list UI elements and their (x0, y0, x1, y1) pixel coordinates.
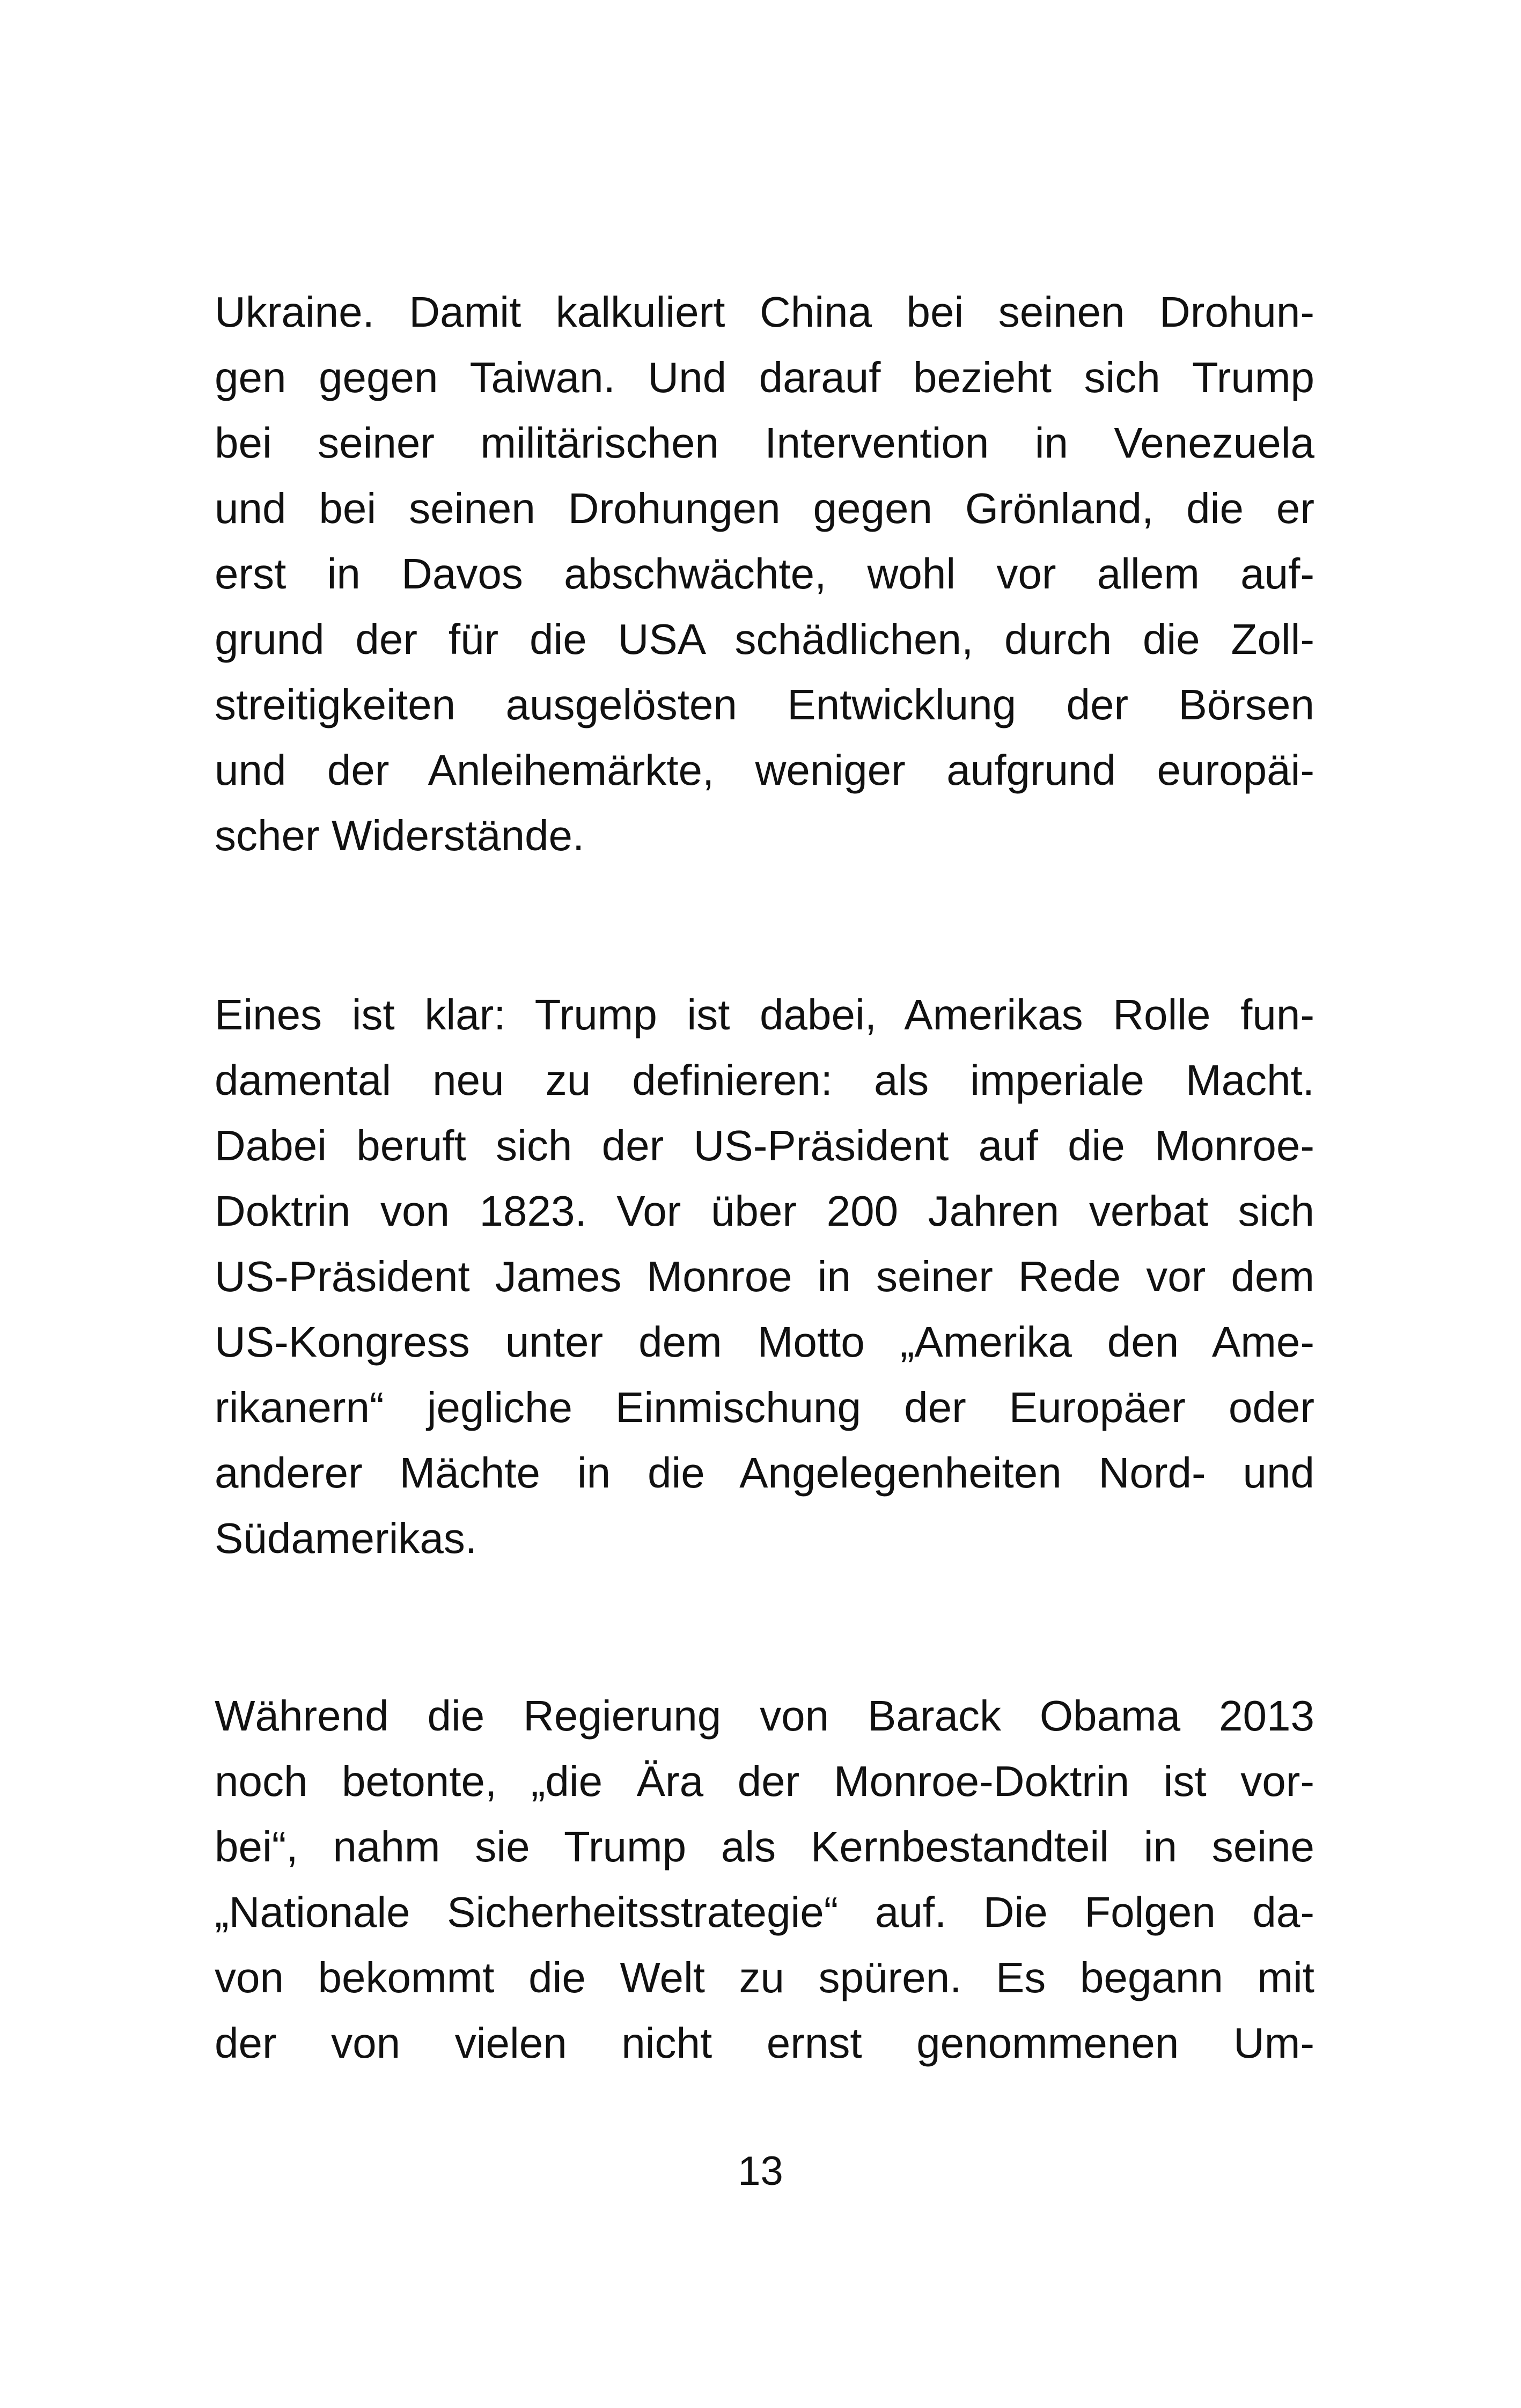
text-line: rikanern“ jegliche Einmischung der Europäer oder (215, 1383, 1314, 1431)
text-line: erst in Davos abschwächte, wohl vor allem auf- (215, 550, 1314, 598)
text-line: „Nationale Sicherheitsstrategie“ auf. Die Folgen da- (215, 1888, 1314, 1936)
text-line: scher Widerstände. (215, 812, 585, 859)
text-line: der von vielen nicht ernst genommenen Um- (215, 2019, 1314, 2067)
text-line: US-Präsident James Monroe in seiner Rede vor dem (215, 1253, 1314, 1300)
page-number: 13 (738, 2148, 783, 2194)
text-line: und bei seinen Drohungen gegen Grönland, die er (215, 484, 1314, 532)
text-line: Dabei beruft sich der US-Präsident auf die Monroe- (215, 1122, 1314, 1169)
paragraph-3 (215, 1683, 1314, 2076)
text-line: von bekommt die Welt zu spüren. Es begann mit (215, 1954, 1314, 2001)
text-line: US-Kongress unter dem Motto „Amerika den Ame- (215, 1318, 1314, 1366)
text-line: bei“, nahm sie Trump als Kernbestandteil in seine (215, 1823, 1314, 1871)
text-line: Doktrin von 1823. Vor über 200 Jahren verbat sich (215, 1187, 1314, 1235)
text-line: bei seiner militärischen Intervention in Venezuela (215, 419, 1314, 467)
text-line: Eines ist klar: Trump ist dabei, Amerikas Rolle fun- (215, 991, 1314, 1039)
text-line: noch betonte, „die Ära der Monroe-Doktrin ist vor- (215, 1757, 1314, 1805)
text-line: und der Anleihemärkte, weniger aufgrund europäi- (215, 746, 1314, 794)
paragraph-2 (215, 982, 1314, 1571)
text-line: Während die Regierung von Barack Obama 2013 (215, 1692, 1314, 1740)
text-line: Ukraine. Damit kalkuliert China bei seinen Drohun- (215, 288, 1314, 336)
text-line: anderer Mächte in die Angelegenheiten Nord- und (215, 1449, 1314, 1497)
text-line: gen gegen Taiwan. Und darauf bezieht sich Trump (215, 354, 1314, 401)
text-line: damental neu zu definieren: als imperiale Macht. (215, 1056, 1314, 1104)
paragraph-1 (215, 279, 1314, 868)
text-line: Südamerikas. (215, 1514, 477, 1562)
text-line: streitigkeiten ausgelösten Entwicklung der Börsen (215, 681, 1314, 728)
text-line: grund der für die USA schädlichen, durch die Zoll- (215, 615, 1314, 663)
